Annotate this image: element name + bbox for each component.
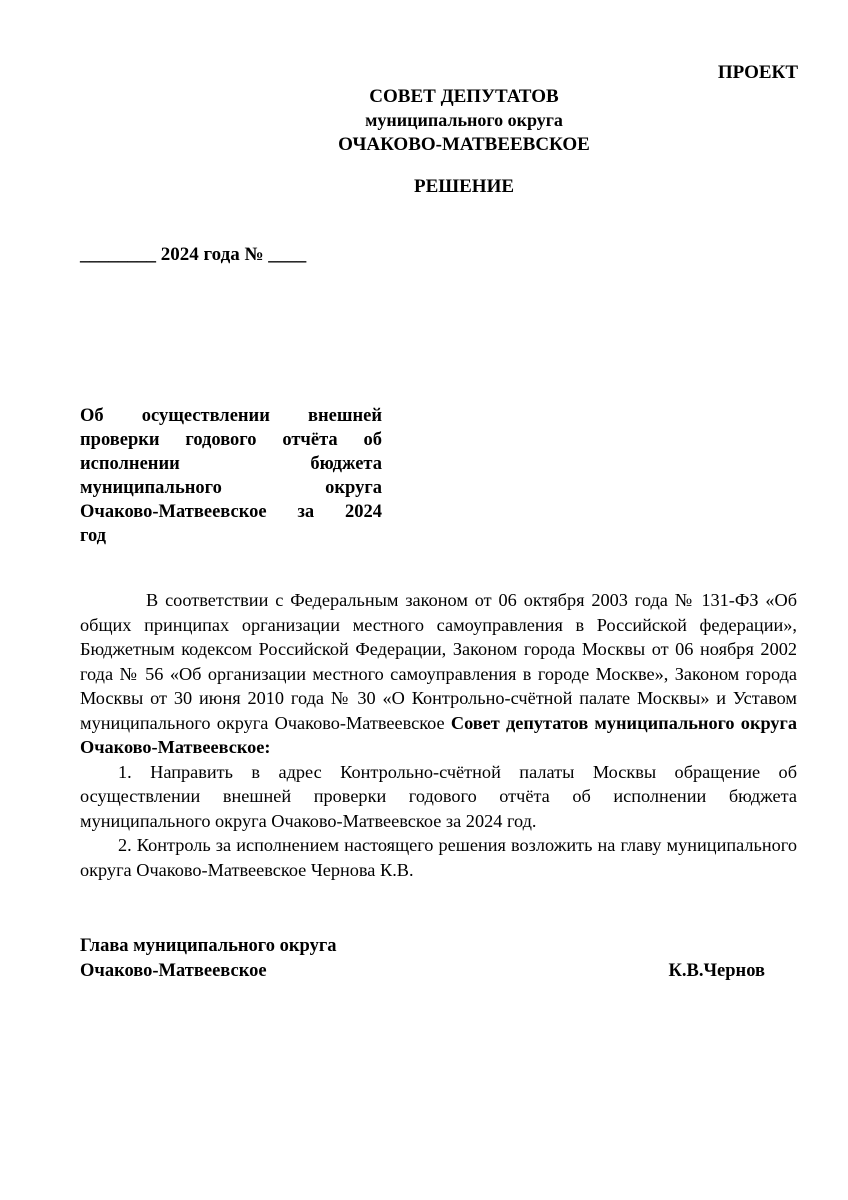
district-type: муниципального округа — [365, 110, 563, 130]
preamble-bold-text: Совет депутатов муниципального округа Очаково-Матвеевское: — [80, 712, 797, 757]
document-header — [0, 84, 848, 157]
draft-label: ПРОЕКТ — [717, 62, 798, 83]
decision-body — [80, 588, 797, 882]
preamble-text: В соответствии с Федеральным законом от 06 октября 2003 года № 131-ФЗ «Об общих принципах организации местного самоуправления в Российской федерации», Бюджетным кодексом Российской Федерации, Законом города Москвы от 06 ноября 2002 года № 56 «Об организации местного самоуправления в городе Москве», Законом города Москвы от 30 июня 2010 года № 30 «О Контрольно-счётной палате Москвы» и Уставом муниципального округа Очаково-Матвеевское — [80, 590, 797, 733]
subject-line: Очаково-Матвеевское за 2024 — [80, 502, 382, 522]
subject-line: Об осуществлении внешней — [80, 406, 382, 426]
signatory-title-line2: Очаково-Матвеевское — [80, 960, 267, 981]
signatory-name: К.В.Чернов — [668, 960, 765, 981]
subject-line: год — [80, 526, 107, 546]
decision-item-1: 1. Направить в адрес Контрольно-счётной палаты Москвы обращение об осуществлении внешней проверки годового отчёта об исполнении бюджета муниципального округа Очаково-Матвеевское за 2024 год. — [80, 761, 797, 831]
subject-line: проверки годового отчёта об — [80, 430, 382, 450]
decision-item-2: 2. Контроль за исполнением настоящего решения возложить на главу муниципального округа Очаково-Матвеевское Чернова К.В. — [80, 835, 797, 880]
decision-title: РЕШЕНИЕ — [413, 176, 515, 197]
preamble-paragraph — [80, 588, 797, 760]
subject-line: муниципального округа — [80, 478, 382, 498]
signatory-title-line1: Глава муниципального округа — [80, 936, 337, 956]
district-name: ОЧАКОВО-МАТВЕЕВСКОЕ — [338, 134, 590, 155]
date-number-line: ________ 2024 года № ____ — [80, 244, 307, 265]
council-name: СОВЕТ ДЕПУТАТОВ — [369, 86, 559, 107]
signature-block — [80, 934, 765, 983]
decision-subject — [80, 404, 382, 548]
subject-line: исполнении бюджета — [80, 454, 382, 474]
